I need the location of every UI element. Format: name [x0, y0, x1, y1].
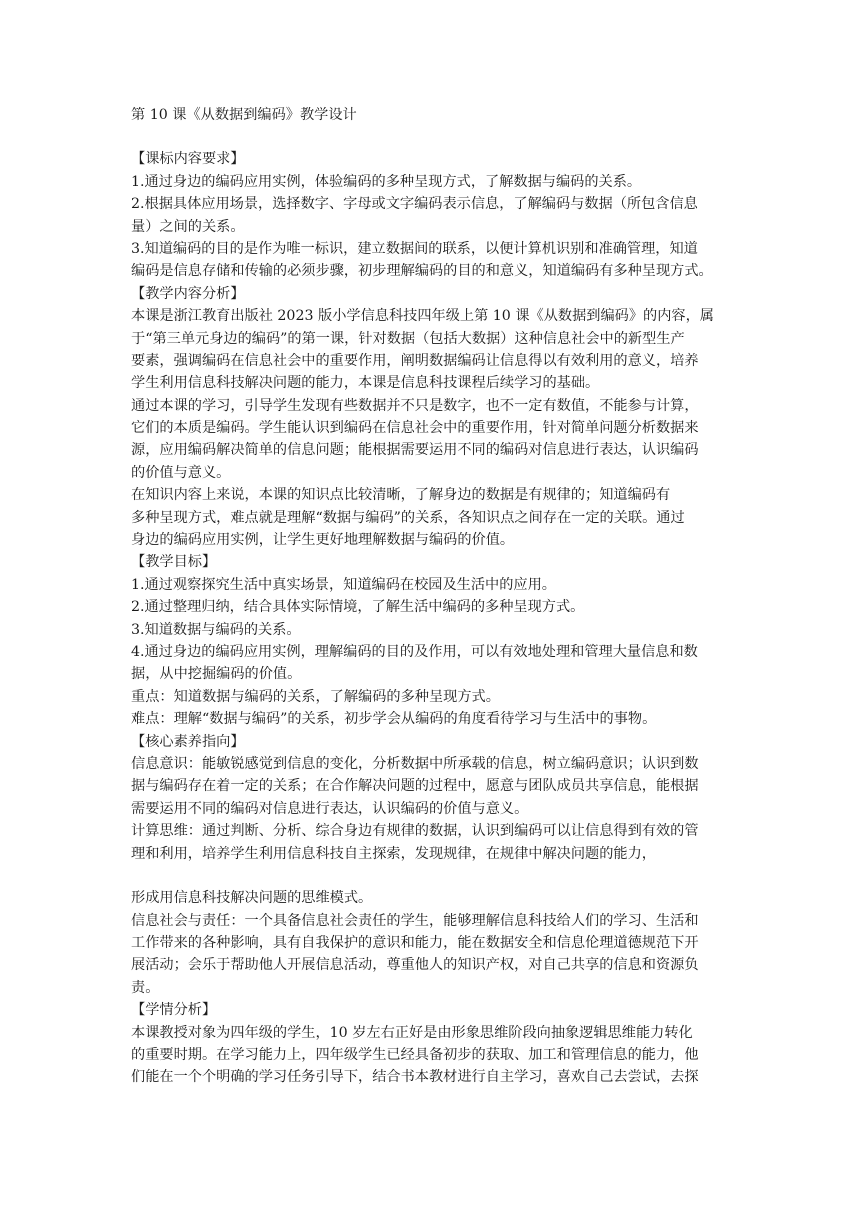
paragraph-line: 据，从中挖掘编码的价值。	[131, 666, 302, 683]
paragraph-line: 本课教授对象为四年级的学生，10 岁左右正好是由形象思维阶段向抽象逻辑思维能力转化	[131, 1024, 693, 1041]
section-heading: 【课标内容要求】	[131, 151, 245, 168]
paragraph-line: 信息社会与责任：一个具备信息社会责任的学生，能够理解信息科技给人们的学习、生活和	[131, 912, 699, 929]
section-heading: 【教学目标】	[131, 554, 217, 571]
paragraph-line: 展活动；会乐于帮助他人开展信息活动，尊重他人的知识产权，对自己共享的信息和资源负	[131, 957, 699, 974]
paragraph-line: 3.知道编码的目的是作为唯一标识，建立数据间的联系，以便计算机识别和准确管理，知道	[131, 240, 698, 257]
paragraph-line: 要素，强调编码在信息社会中的重要作用，阐明数据编码让信息得以有效利用的意义，培养	[131, 352, 699, 369]
paragraph-line: 学生利用信息科技解决问题的能力，本课是信息科技课程后续学习的基础。	[131, 375, 600, 392]
paragraph-line: 1.通过身边的编码应用实例，体验编码的多种呈现方式，了解数据与编码的关系。	[131, 173, 642, 190]
document-body	[131, 148, 734, 1088]
paragraph-line: 通过本课的学习，引导学生发现有些数据并不只是数字，也不一定有数值，不能参与计算，	[131, 397, 699, 414]
paragraph-line: 2.通过整理归纳，结合具体实际情境，了解生活中编码的多种呈现方式。	[131, 599, 585, 616]
document-page	[131, 104, 734, 1089]
paragraph-line: 在知识内容上来说，本课的知识点比较清晰，了解身边的数据是有规律的；知道编码有	[131, 487, 671, 504]
paragraph-line: 2.根据具体应用场景，选择数字、字母或文字编码表示信息，了解编码与数据（所包含信息	[131, 196, 698, 213]
paragraph-line: 的重要时期。在学习能力上，四年级学生已经具备初步的获取、加工和管理信息的能力，他	[131, 1047, 699, 1064]
paragraph-line: 重点：知道数据与编码的关系，了解编码的多种呈现方式。	[131, 688, 500, 705]
paragraph-line: 责。	[131, 979, 160, 996]
document-title: 第 10 课《从数据到编码》教学设计	[131, 107, 357, 123]
paragraph-line: 4.通过身边的编码应用实例，理解编码的目的及作用，可以有效地处理和管理大量信息和数	[131, 643, 698, 660]
paragraph-line: 计算思维：通过判断、分析、综合身边有规律的数据，认识到编码可以让信息得到有效的管	[131, 823, 699, 840]
paragraph-line: 身边的编码应用实例，让学生更好地理解数据与编码的价值。	[131, 532, 515, 549]
paragraph-line: 多种呈现方式，难点就是理解“数据与编码”的关系，各知识点之间存在一定的关联。通过	[131, 509, 685, 526]
paragraph-line: 编码是信息存储和传输的必须步骤，初步理解编码的目的和意义，知道编码有多种呈现方式。	[131, 263, 713, 280]
section-heading: 【核心素养指向】	[131, 733, 245, 750]
paragraph-line: 的价值与意义。	[131, 464, 231, 481]
paragraph-line: 它们的本质是编码。学生能认识到编码在信息社会中的重要作用，针对简单问题分析数据来	[131, 420, 699, 437]
paragraph-line: 3.知道数据与编码的关系。	[131, 621, 301, 638]
paragraph-line: 据与编码存在着一定的关系；在合作解决问题的过程中，愿意与团队成员共享信息，能根据	[131, 778, 699, 795]
paragraph-line: 信息意识：能敏锐感觉到信息的变化，分析数据中所承载的信息，树立编码意识；认识到数	[131, 755, 699, 772]
section-heading: 【学情分析】	[131, 1002, 217, 1019]
paragraph-line: 于“第三单元身边的编码”的第一课，针对数据（包括大数据）这种信息社会中的新型生产	[131, 330, 685, 347]
paragraph-line: 1.通过观察探究生活中真实场景，知道编码在校园及生活中的应用。	[131, 576, 556, 593]
paragraph-line: 们能在一个个明确的学习任务引导下，结合书本教材进行自主学习，喜欢自己去尝试，去探	[131, 1069, 699, 1086]
paragraph-line: 难点：理解“数据与编码”的关系，初步学会从编码的角度看待学习与生活中的事物。	[131, 711, 657, 728]
paragraph-line: 需要运用不同的编码对信息进行表达，认识编码的价值与意义。	[131, 800, 529, 817]
paragraph-line: 理和利用，培养学生利用信息科技自主探索，发现规律，在规律中解决问题的能力，	[131, 845, 656, 862]
paragraph-line: 本课是浙江教育出版社 2023 版小学信息科技四年级上第 10 课《从数据到编码》的内容，属	[131, 308, 714, 325]
paragraph-line: 形成用信息科技解决问题的思维模式。	[131, 890, 373, 907]
paragraph-line: 源，应用编码解决简单的信息问题；能根据需要运用不同的编码对信息进行表达，认识编码	[131, 442, 699, 459]
paragraph-line: 量）之间的关系。	[131, 218, 245, 235]
section-heading: 【教学内容分析】	[131, 285, 245, 302]
paragraph-line: 工作带来的各种影响，具有自我保护的意识和能力，能在数据安全和信息伦理道德规范下开	[131, 935, 699, 952]
blank-line	[131, 865, 734, 887]
